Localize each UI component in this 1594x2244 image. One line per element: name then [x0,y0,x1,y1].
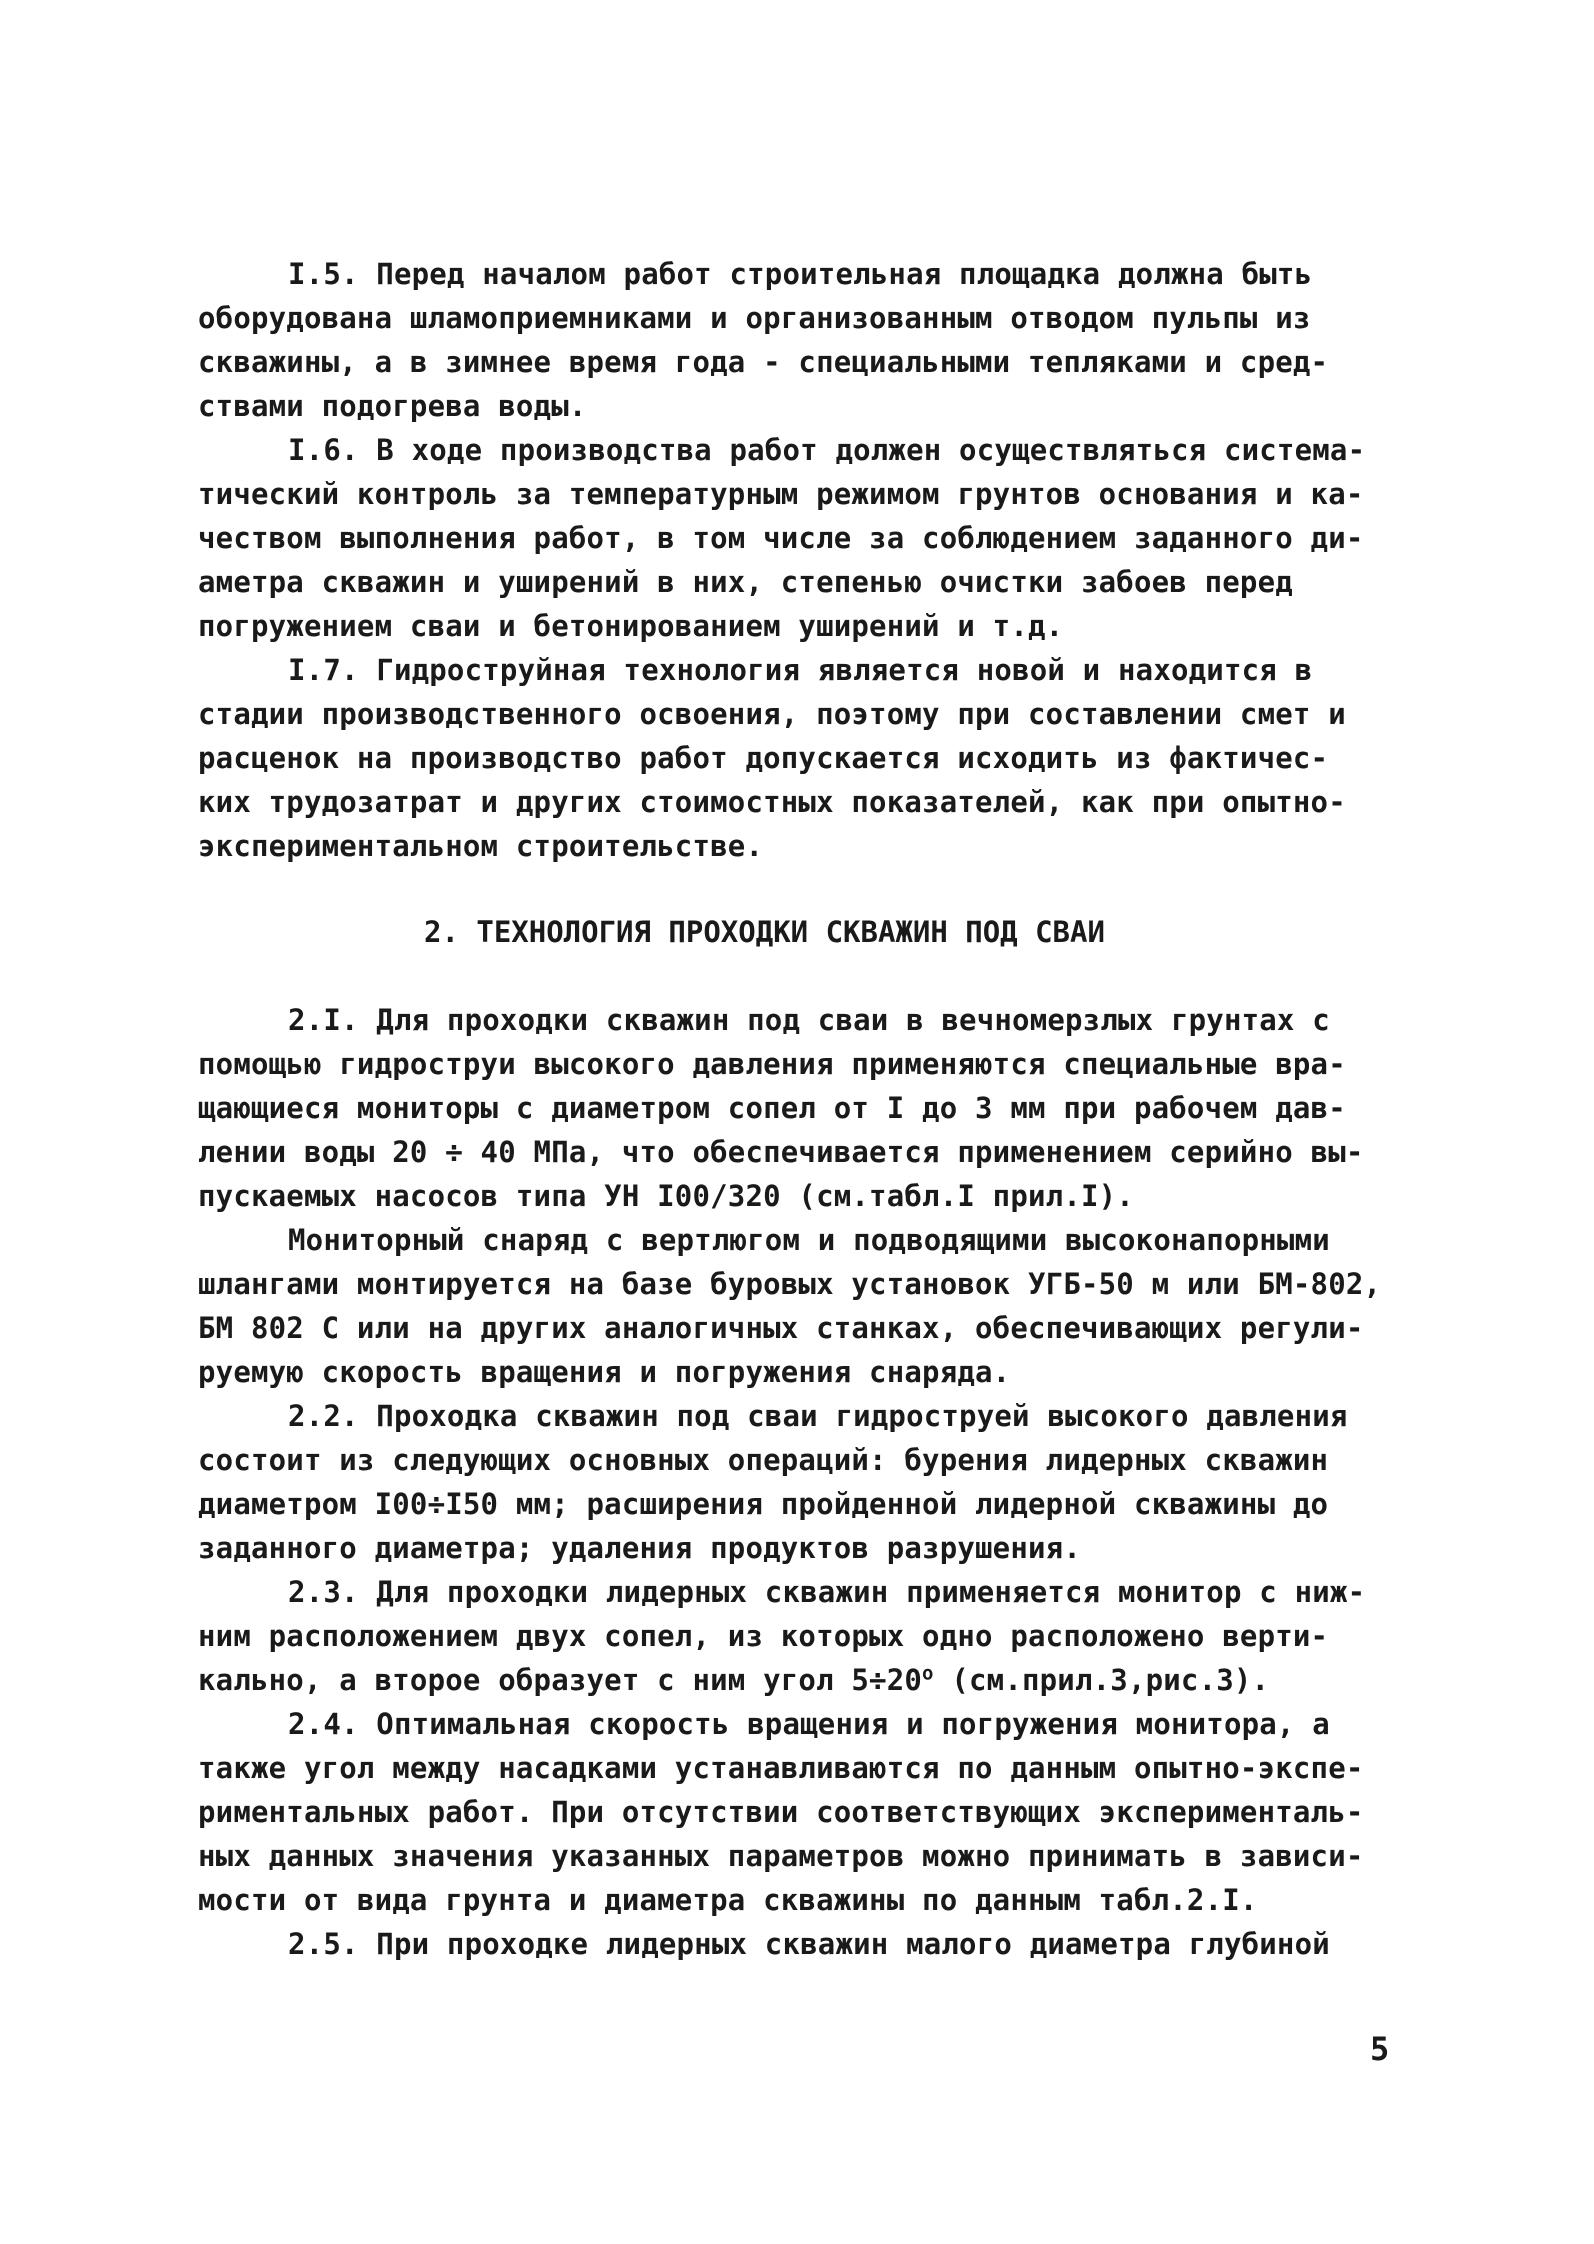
text-line: 2.I. Для проходки скважин под сваи в вечномерзлых грунтах с [288,1003,1330,1037]
text-line: шлангами монтируется на базе буровых установок УГБ-50 м или БМ-802, [198,1267,1382,1301]
text-line: стадии производственного освоения, поэтому при составлении смет и [198,697,1346,731]
text-line: экспериментальном строительстве. [198,829,764,863]
text-line: расценок на производство работ допускается исходить из фактичес- [198,741,1329,775]
text-line: 2.5. При проходке лидерных скважин малого диаметра глубиной [288,1927,1330,1961]
paragraph-1-6 [198,428,1438,648]
text-line: пускаемых насосов типа УН I00/320 (см.табл.I прил.I). [198,1179,1134,1213]
text-line: ных данных значения указанных параметров можно принимать в зависи- [198,1839,1364,1873]
text-line: 2.2. Проходка скважин под сваи гидроструей высокого давления [288,1399,1348,1433]
text-line: чеством выполнения работ, в том числе за соблюдением заданного ди- [198,521,1364,555]
degree-superscript: о [922,1662,934,1685]
text-line: риментальных работ. При отсутствии соответствующих эксперименталь- [198,1795,1364,1829]
text-line: ких трудозатрат и других стоимостных показателей, как при опытно- [198,785,1346,819]
text-line: аметра скважин и уширений в них, степенью очистки забоев перед [198,565,1293,599]
text-line: щающиеся мониторы с диаметром сопел от I до 3 мм при рабочем дав- [198,1091,1346,1125]
text-line: руемую скорость вращения и погружения снаряда. [198,1355,1011,1389]
paragraph-2-4 [198,1702,1438,1922]
text-line: погружением сваи и бетонированием уширений и т.д. [198,609,1064,643]
page-content [198,252,1438,1966]
text-line: состоит из следующих основных операций: бурения лидерных скважин [198,1443,1329,1477]
text-line: помощью гидроструи высокого давления применяются специальные вра- [198,1047,1346,1081]
text-line: 2.4. Оптимальная скорость вращения и погружения монитора, а [288,1707,1330,1741]
text-segment: (см.прил.3,рис.3). [933,1663,1270,1697]
paragraph-1-7 [198,648,1438,868]
text-line: скважины, а в зимнее время года - специальными тепляками и сред- [198,345,1329,379]
text-line: мости от вида грунта и диаметра скважины по данным табл.2.I. [198,1883,1258,1917]
text-line: оборудована шламоприемниками и организованным отводом пульпы из [198,301,1311,335]
paragraph-2-2 [198,1394,1438,1570]
text-line: I.6. В ходе производства работ должен осуществляться система- [288,433,1366,467]
text-line: 2.3. Для проходки лидерных скважин применяется монитор с ниж- [288,1575,1366,1609]
text-line: I.5. Перед началом работ строительная площадка должна быть [288,257,1313,291]
text-line: заданного диаметра; удаления продуктов разрушения. [198,1531,1081,1565]
page-number: 5 [1370,2030,1390,2068]
paragraph-2-3 [198,1570,1438,1702]
paragraph-1-5 [198,252,1438,428]
section-heading: 2. ТЕХНОЛОГИЯ ПРОХОДКИ СКВАЖИН ПОД СВАИ [424,915,1105,949]
paragraph-2-1-continued [198,1218,1438,1394]
text-line: Мониторный снаряд с вертлюгом и подводящими высоконапорными [288,1223,1330,1257]
paragraph-2-5 [198,1922,1438,1966]
text-line: также угол между насадками устанавливаются по данным опытно-экспе- [198,1751,1364,1785]
paragraph-2-1 [198,998,1438,1218]
text-line: тический контроль за температурным режимом грунтов основания и ка- [198,477,1364,511]
text-line: I.7. Гидроструйная технология является новой и находится в [288,653,1313,687]
text-segment: кально, а второе образует с ним угол 5÷20 [198,1663,923,1697]
text-line-with-superscript [198,1658,1438,1702]
text-line: БМ 802 С или на других аналогичных станках, обеспечивающих регули- [198,1311,1364,1345]
text-line: диаметром I00÷I50 мм; расширения пройденной лидерной скважины до [198,1487,1329,1521]
text-line: ним расположением двух сопел, из которых одно расположено верти- [198,1619,1329,1653]
text-line: лении воды 20 ÷ 40 МПа, что обеспечивается применением серийно вы- [198,1135,1364,1169]
text-line: ствами подогрева воды. [198,389,587,423]
